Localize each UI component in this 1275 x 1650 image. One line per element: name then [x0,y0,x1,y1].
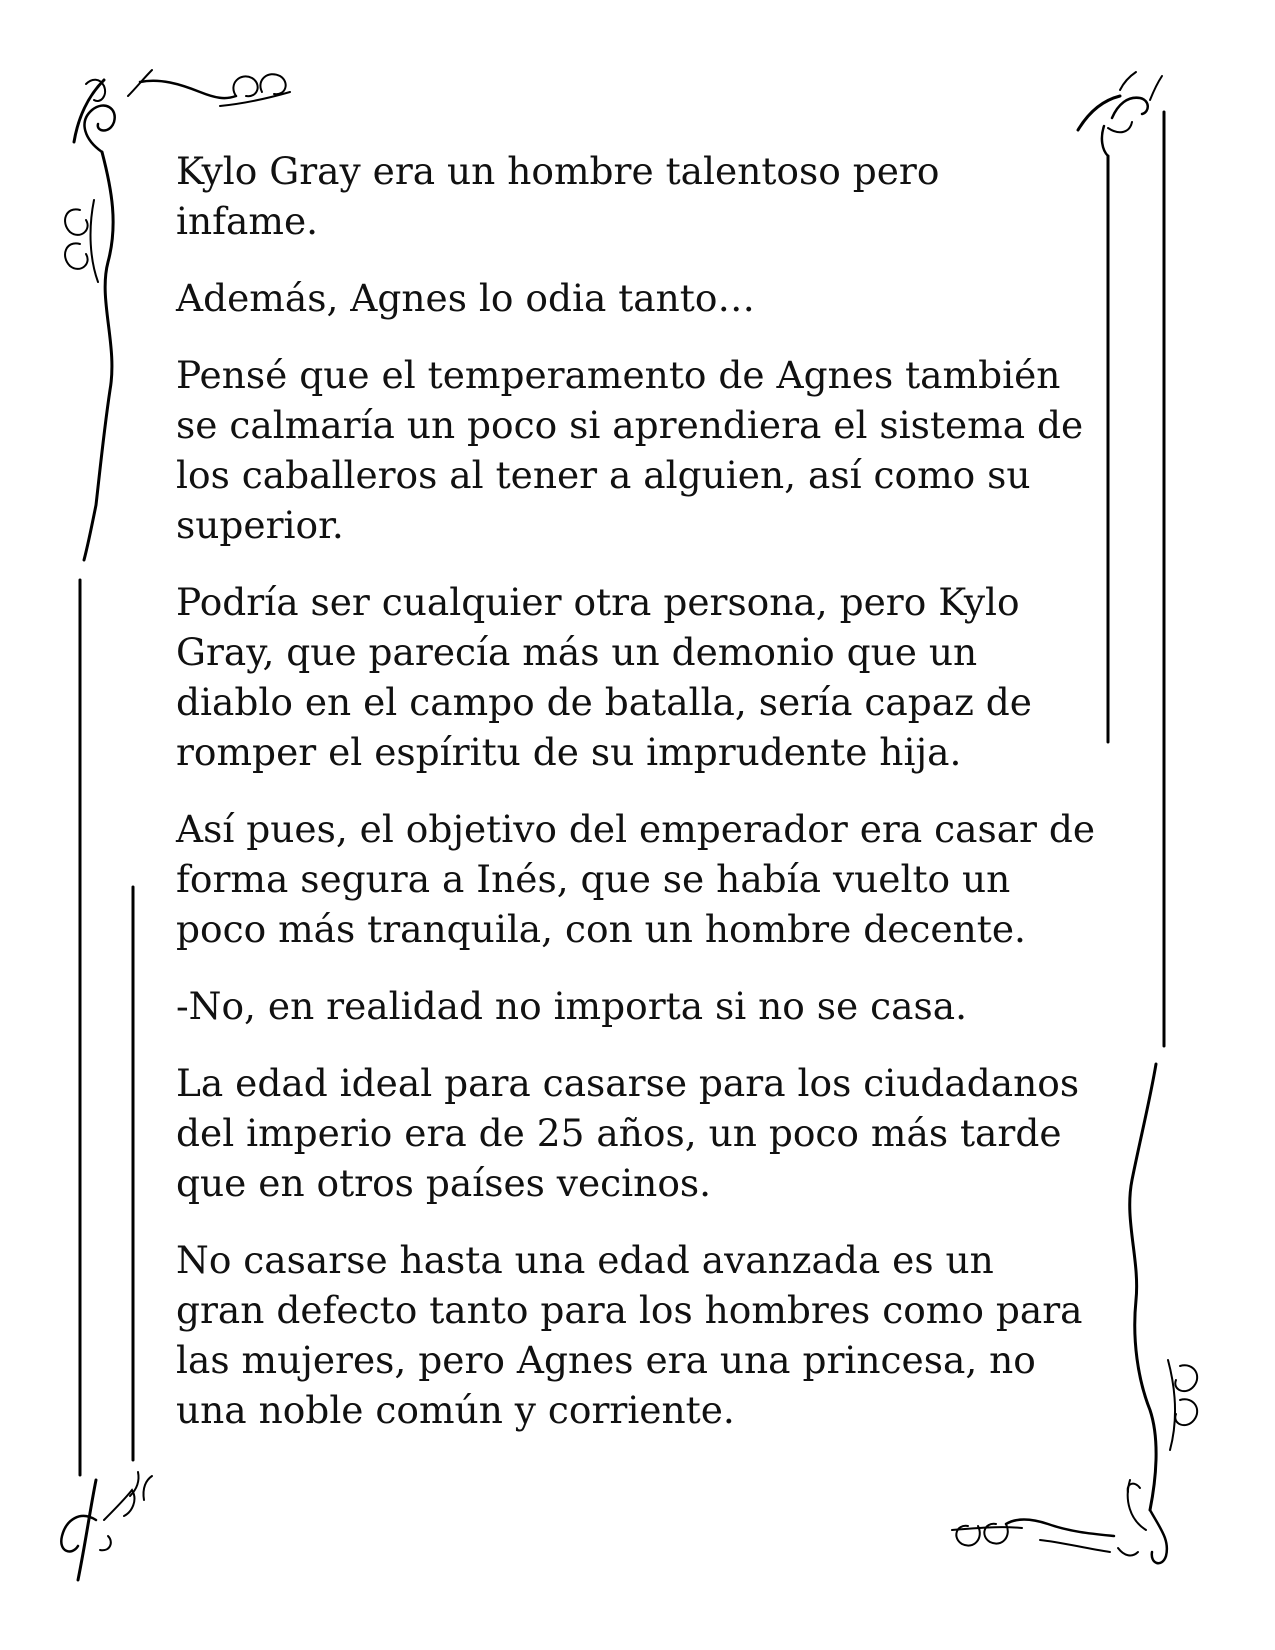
text-line: una noble común y corriente. [176,1388,735,1432]
text-line: las mujeres, pero Agnes era una princesa, no [176,1338,1036,1382]
text-line: romper el espíritu de su imprudente hija. [176,730,962,774]
body-text [176,146,1116,1462]
text-line: Podría ser cualquier otra persona, pero Kylo [176,580,1020,624]
paragraph-2 [176,273,1116,323]
text-line: los caballeros al tener a alguien, así como su [176,453,1031,497]
text-line: que en otros países vecinos. [176,1161,712,1205]
text-line: se calmaría un poco si aprendiera el sistema de [176,403,1084,447]
paragraph-1 [176,146,1116,246]
text-line: -No, en realidad no importa si no se casa. [176,984,968,1028]
text-line: Además, Agnes lo odia tanto… [176,276,755,320]
paragraph-6 [176,981,1116,1031]
flourish-bottom-left-icon [61,1472,152,1580]
flourish-top-right-icon [1078,72,1162,156]
paragraph-7 [176,1058,1116,1208]
text-line: diablo en el campo de batalla, sería capaz de [176,680,1032,724]
paragraph-4 [176,577,1116,777]
text-line: Gray, que parecía más un demonio que un [176,630,978,674]
paragraph-8 [176,1235,1116,1435]
text-line: poco más tranquila, con un hombre decente. [176,907,1026,951]
paragraph-3 [176,350,1116,550]
text-line: gran defecto tanto para los hombres como para [176,1288,1083,1332]
text-line: Kylo Gray era un hombre talentoso pero [176,149,940,193]
text-line: No casarse hasta una edad avanzada es un [176,1238,994,1282]
paragraph-5 [176,804,1116,954]
text-line: Así pues, el objetivo del emperador era casar de [176,807,1096,851]
text-line: forma segura a Inés, que se había vuelto un [176,857,1011,901]
text-line: infame. [176,199,319,243]
text-line: La edad ideal para casarse para los ciudadanos [176,1061,1080,1105]
text-line: Pensé que el temperamento de Agnes también [176,353,1061,397]
text-line: del imperio era de 25 años, un poco más tarde [176,1111,1062,1155]
text-line: superior. [176,503,344,547]
